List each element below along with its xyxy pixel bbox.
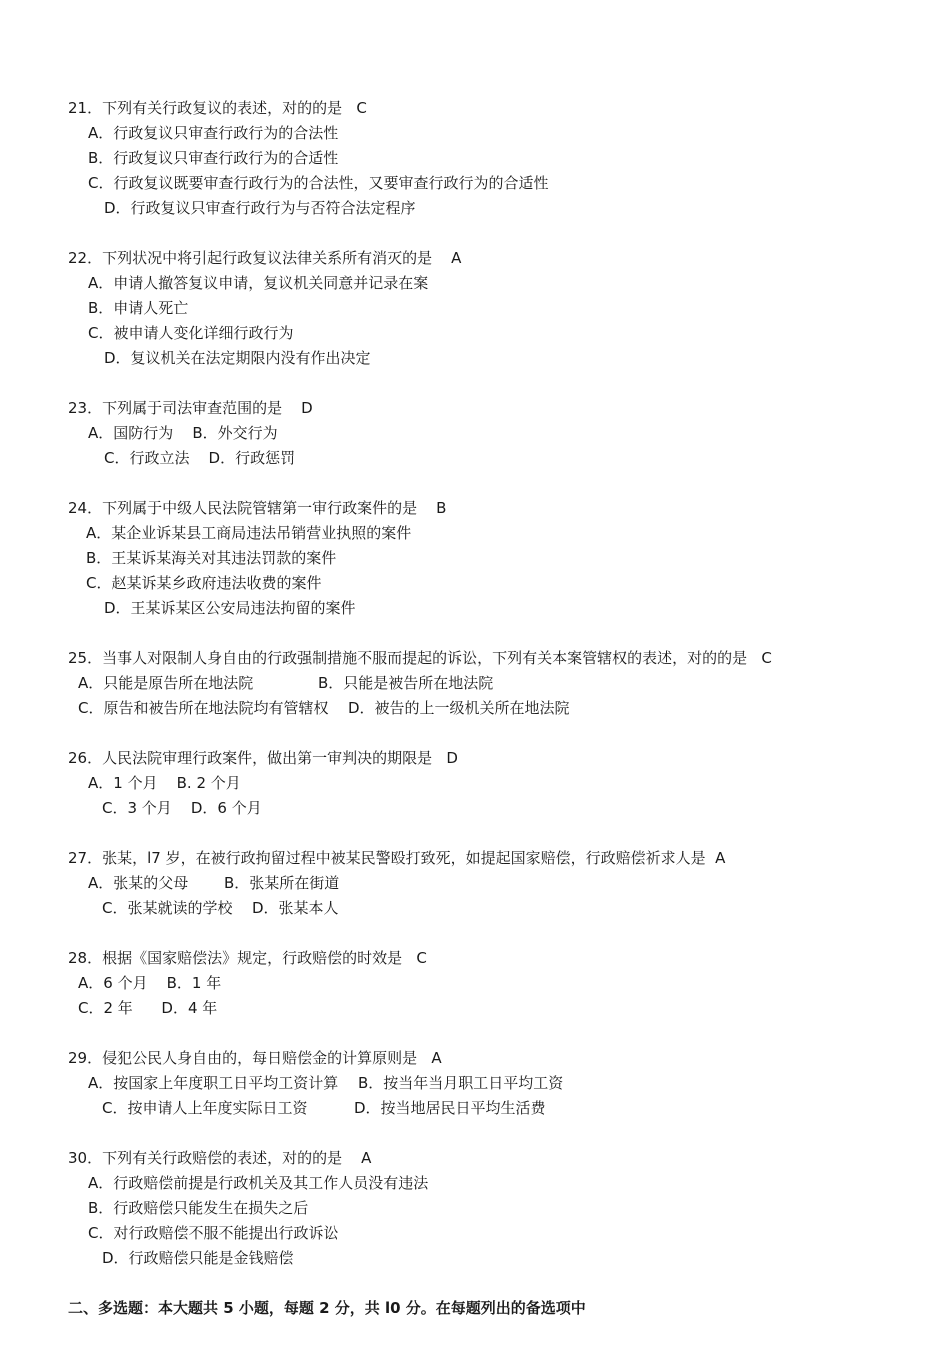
question-21-option-c: C．行政复议既要审查行政行为的合法性，又要审查行政行为的合适性	[88, 174, 549, 192]
question-29-option-d: D．按当地居民日平均生活费	[354, 1099, 546, 1117]
question-23-options-cd: C．行政立法 D．行政惩罚	[104, 449, 296, 467]
question-26-stem: 26．人民法院审理行政案件，做出第一审判决的期限是 D	[68, 749, 458, 767]
question-28-options-cd: C．2 年 D．4 年	[78, 999, 218, 1017]
question-30-option-d: D．行政赔偿只能是金钱赔偿	[102, 1249, 294, 1267]
question-25-option-d: D．被告的上一级机关所在地法院	[348, 699, 570, 717]
question-22-option-b: B．申请人死亡	[88, 299, 189, 317]
question-30-option-c: C．对行政赔偿不服不能提出行政诉讼	[88, 1224, 339, 1242]
question-21-option-b: B．行政复议只审查行政行为的合适性	[88, 149, 339, 167]
question-21-option-d: D．行政复议只审查行政行为与否符合法定程序	[104, 199, 416, 217]
question-25-option-c: C．原告和被告所在地法院均有管辖权	[78, 699, 329, 717]
question-23-stem: 23．下列属于司法审查范围的是 D	[68, 399, 313, 417]
section-heading: 二、多选题：本大题共 5 小题，每题 2 分，共 l0 分。在每题列出的备选项中	[68, 1299, 586, 1317]
question-30-option-a: A．行政赔偿前提是行政机关及其工作人员没有违法	[88, 1174, 429, 1192]
question-24-stem: 24．下列属于中级人民法院管辖第一审行政案件的是 B	[68, 499, 447, 517]
question-29-option-b: B．按当年当月职工日平均工资	[358, 1074, 564, 1092]
question-26-options-cd: C．3 个月 D．6 个月	[102, 799, 262, 817]
question-21-stem: 21．下列有关行政复议的表述，对的的是 C	[68, 99, 367, 117]
question-25-option-a: A．只能是原告所在地法院	[78, 674, 254, 692]
question-28-stem: 28．根据《国家赔偿法》规定，行政赔偿的时效是 C	[68, 949, 427, 967]
question-24-option-d: D．王某诉某区公安局违法拘留的案件	[104, 599, 356, 617]
question-25-stem: 25．当事人对限制人身自由的行政强制措施不服而提起的诉讼，下列有关本案管辖权的表述，对的的是 C	[68, 649, 772, 667]
question-24-option-c: C．赵某诉某乡政府违法收费的案件	[86, 574, 322, 592]
question-29-option-c: C．按申请人上年度实际日工资	[102, 1099, 308, 1117]
question-29-option-a: A．按国家上年度职工日平均工资计算	[88, 1074, 339, 1092]
question-23-options-ab: A．国防行为 B．外交行为	[88, 424, 278, 442]
question-28-options-ab: A．6 个月 B．1 年	[78, 974, 222, 992]
question-22-stem: 22．下列状况中将引起行政复议法律关系所有消灭的是 A	[68, 249, 462, 267]
question-21-option-a: A．行政复议只审查行政行为的合法性	[88, 124, 339, 142]
question-30-option-b: B．行政赔偿只能发生在损失之后	[88, 1199, 309, 1217]
question-27-option-b: B．张某所在街道	[224, 874, 340, 892]
question-22-option-c: C．被申请人变化详细行政行为	[88, 324, 294, 342]
question-22-option-a: A．申请人撤答复议申请，复议机关同意并记录在案	[88, 274, 429, 292]
question-24-option-a: A．某企业诉某县工商局违法吊销营业执照的案件	[86, 524, 412, 542]
question-27-option-d: D．张某本人	[252, 899, 339, 917]
question-25-option-b: B．只能是被告所在地法院	[318, 674, 494, 692]
question-24-option-b: B．王某诉某海关对其违法罚款的案件	[86, 549, 337, 567]
question-27-stem: 27．张某，l7 岁，在被行政拘留过程中被某民警殴打致死，如提起国家赔偿，行政赔偿祈求人是 A	[68, 849, 726, 867]
question-27-option-c: C．张某就读的学校	[102, 899, 233, 917]
question-26-options-ab: A．1 个月 B. 2 个月	[88, 774, 241, 792]
question-22-option-d: D．复议机关在法定期限内没有作出决定	[104, 349, 371, 367]
question-30-stem: 30．下列有关行政赔偿的表述，对的的是 A	[68, 1149, 372, 1167]
question-29-stem: 29．侵犯公民人身自由的，每日赔偿金的计算原则是 A	[68, 1049, 442, 1067]
question-27-option-a: A．张某的父母	[88, 874, 189, 892]
